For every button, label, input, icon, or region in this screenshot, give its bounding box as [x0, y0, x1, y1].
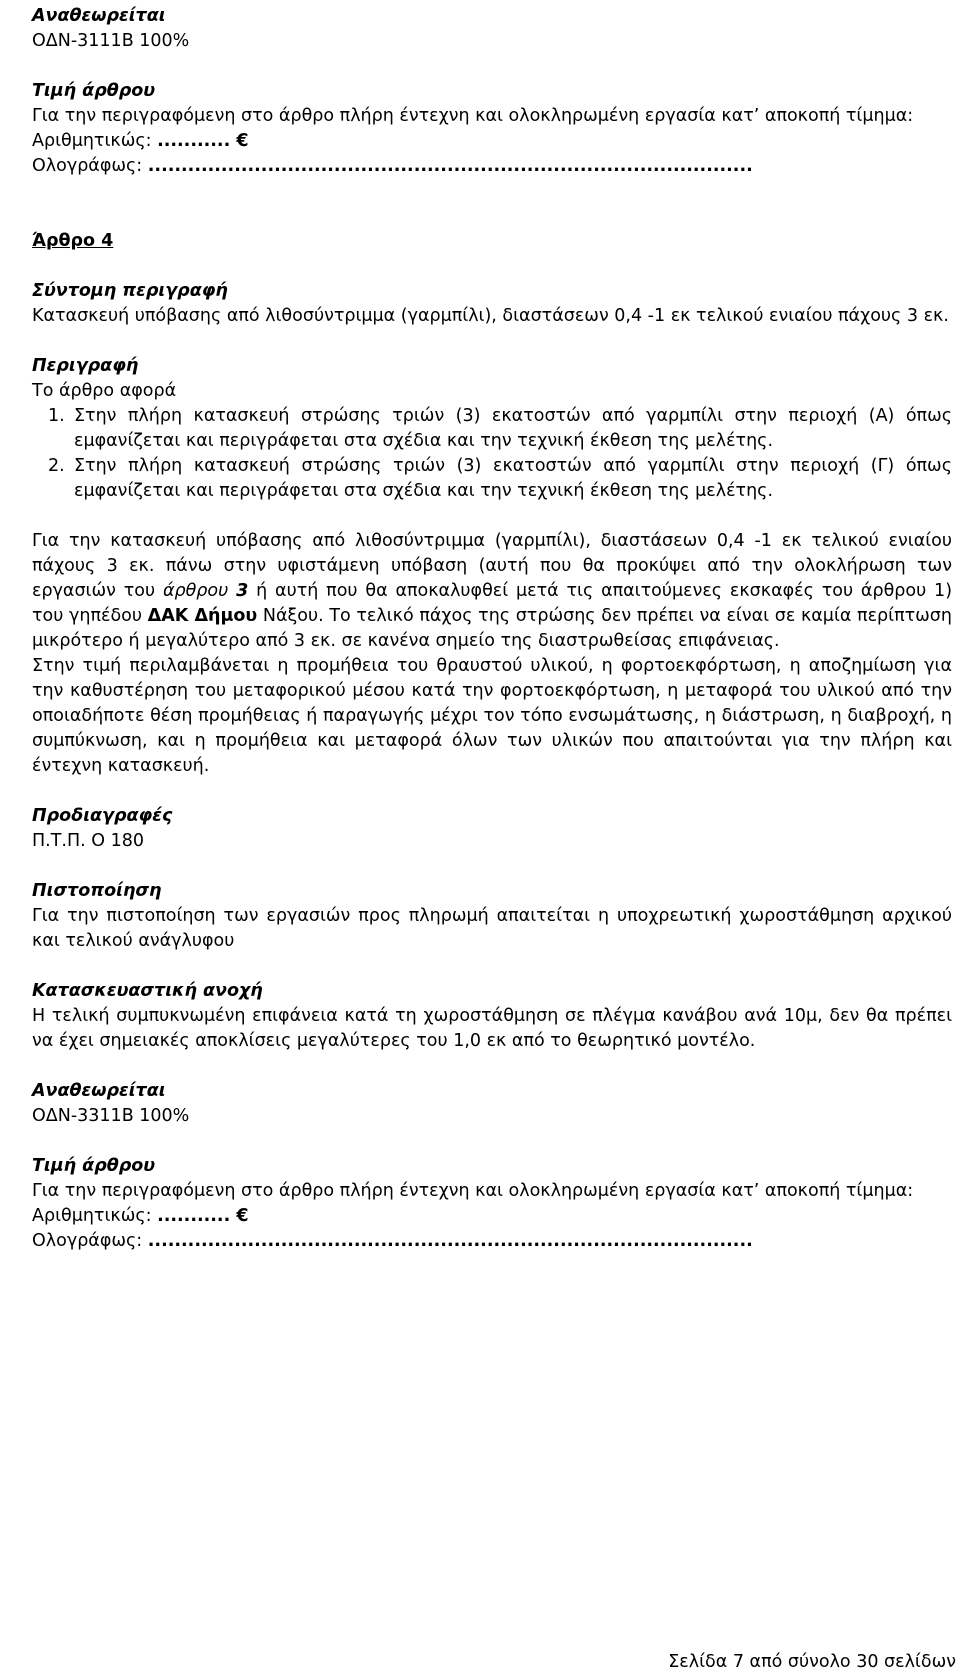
- numeric-value: ........... €: [157, 131, 249, 151]
- numeric-label: Αριθμητικώς:: [32, 1206, 158, 1226]
- description-list: [32, 404, 952, 504]
- article-reference: [163, 581, 248, 601]
- tolerance-heading: Κατασκευαστική ανοχή: [32, 981, 263, 1001]
- list-item-text: Στην πλήρη κατασκευή στρώσης τριών (3) εκατοστών από γαρμπίλι στην περιοχή (Α) όπως εμφανίζεται και περιγράφεται στα σχέδια και την τεχνική έκθεση της μελέτης.: [74, 406, 952, 451]
- specifications-value: Π.Τ.Π. Ο 180: [32, 831, 144, 851]
- paragraph-text: ή αυτή που θα αποκαλυφθεί μετά τις απαιτούμενες εκσκαφές του άρθρου 1) του γηπέδου: [32, 581, 953, 626]
- construction-paragraph: [32, 529, 952, 654]
- list-item: [32, 404, 952, 454]
- list-item-number: 1.: [48, 406, 65, 426]
- price-description: Για την περιγραφόμενη στο άρθρο πλήρη έντεχνη και ολοκληρωμένη εργασία κατ’ αποκοπή τίμημα:: [32, 1181, 914, 1201]
- price-heading: Τιμή άρθρου: [32, 1156, 156, 1176]
- certification-text: Για την πιστοποίηση των εργασιών προς πληρωμή απαιτείται η υποχρεωτική χωροστάθμηση αρχικού και τελικού ανάγλυφου: [32, 906, 952, 951]
- article-title: Άρθρο 4: [32, 231, 114, 251]
- words-line: [32, 1229, 952, 1254]
- list-item-number: 2.: [48, 456, 65, 476]
- page-footer: Σελίδα 7 από σύνολο 30 σελίδων: [668, 1652, 956, 1672]
- words-value: ...........................................................................................: [147, 1231, 753, 1251]
- description-heading: Περιγραφή: [32, 356, 139, 376]
- facility-name: ΔΑΚ Δήμου: [147, 606, 258, 626]
- tolerance-text: Η τελική συμπυκνωμένη επιφάνεια κατά τη χωροστάθμηση σε πλέγμα κανάβου ανά 10μ, δεν θα πρέπει να έχει σημειακές αποκλίσεις μεγαλύτερες του 1,0 εκ από το θεωρητικό μοντέλο.: [32, 1006, 952, 1051]
- reviewed-value: ΟΔΝ-3311Β 100%: [32, 1106, 190, 1126]
- article-reference-number: 3: [236, 581, 249, 601]
- article-reference-word: άρθρου: [162, 581, 237, 601]
- list-item-text: Στην πλήρη κατασκευή στρώσης τριών (3) εκατοστών από γαρμπίλι στην περιοχή (Γ) όπως εμφανίζεται και περιγράφεται στα σχέδια και την τεχνική έκθεση της μελέτης.: [74, 456, 952, 501]
- numeric-value: ........... €: [157, 1206, 249, 1226]
- price-inclusion-paragraph: Στην τιμή περιλαμβάνεται η προμήθεια του θραυστού υλικού, η φορτοεκφόρτωση, η αποζημίωση για την καθυστέρηση του μεταφορικού μέσου κατά την φορτοεκφόρτωση, η μεταφορά του υλικού από την οποιαδήποτε θέση προμήθειας ή παραγωγής μέχρι τον τόπο ενσωμάτωσης, η διάστρωση, η διαβροχή, η συμπύκνωση, και η προμήθεια και μεταφορά όλων των υλικών που απαιτούνται για την πλήρη και έντεχνη κατασκευή.: [32, 656, 952, 776]
- paragraph-text: Για την κατασκευή υπόβασης από λιθοσύντριμμα (γαρμπίλι), διαστάσεων 0,4 -1 εκ τελικού ενιαίου πάχους 3 εκ. πάνω στην υφιστάμενη υπόβαση (αυτή που θα προκύψει από την ολοκλήρωση των εργασιών του: [32, 531, 952, 601]
- words-line: [32, 154, 952, 179]
- words-label: Ολογράφως:: [32, 156, 148, 176]
- paragraph-text: Νάξου. Το τελικό πάχος της στρώσης δεν πρέπει να είναι σε καμία περίπτωση μικρότερο ή μεγαλύτερο από 3 εκ. σε κανένα σημείο της διαστρωθείσας επιφάνειας.: [32, 606, 952, 651]
- reviewed-heading: Αναθεωρείται: [32, 1081, 166, 1101]
- description-intro: Το άρθρο αφορά: [32, 381, 177, 401]
- short-description-text: Κατασκευή υπόβασης από λιθοσύντριμμα (γαρμπίλι), διαστάσεων 0,4 -1 εκ τελικού ενιαίου πάχους 3 εκ.: [32, 306, 949, 326]
- certification-heading: Πιστοποίηση: [32, 881, 162, 901]
- reviewed-heading: Αναθεωρείται: [32, 6, 166, 26]
- document-page: [32, 4, 952, 1254]
- price-description: Για την περιγραφόμενη στο άρθρο πλήρη έντεχνη και ολοκληρωμένη εργασία κατ’ αποκοπή τίμημα:: [32, 106, 914, 126]
- words-value: ...........................................................................................: [147, 156, 753, 176]
- list-item: [32, 454, 952, 504]
- numeric-line: [32, 1204, 952, 1229]
- short-description-heading: Σύντομη περιγραφή: [32, 281, 228, 301]
- words-label: Ολογράφως:: [32, 1231, 148, 1251]
- reviewed-value: ΟΔΝ-3111Β 100%: [32, 31, 190, 51]
- specifications-heading: Προδιαγραφές: [32, 806, 173, 826]
- numeric-line: [32, 129, 952, 154]
- price-heading: Τιμή άρθρου: [32, 81, 156, 101]
- numeric-label: Αριθμητικώς:: [32, 131, 158, 151]
